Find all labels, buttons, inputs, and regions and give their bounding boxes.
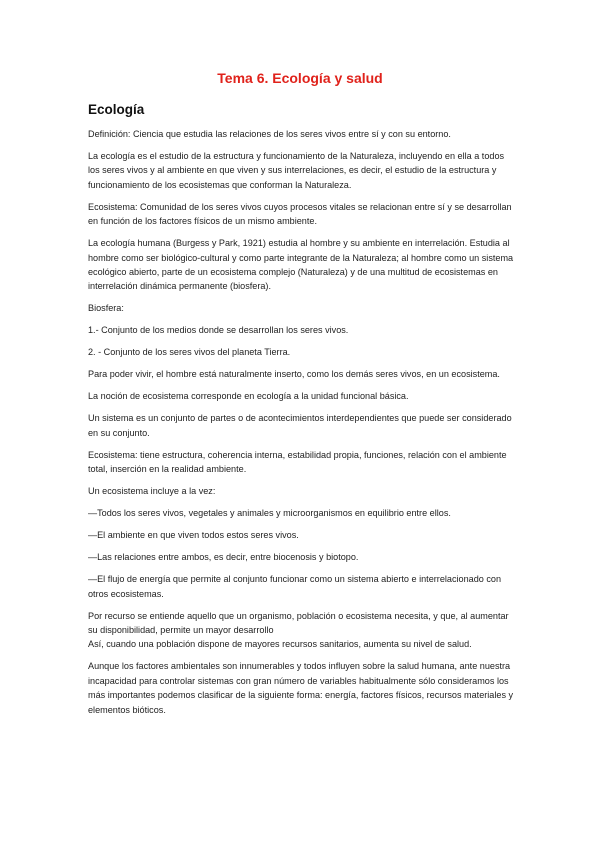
paragraph-human-ecology: La ecología humana (Burgess y Park, 1921) estudia al hombre y su ambiente en interrelación. Estudia al hombre como ser biológico-cultural y como parte integrante de la Naturaleza; al hombre como un sistema ecológico abierto, parte de un ecosistema complejo (Naturaleza) y de una multitud de ecosistemas en interrelación dinámica permanente (biosfera). xyxy=(88,238,514,292)
list-item-environment: —El ambiente en que viven todos estos seres vivos. xyxy=(88,530,299,541)
paragraph-resource: Por recurso se entiende aquello que un organismo, población o ecosistema necesita, y que, al aumentar su disponibilidad, permite un mayor desarrollo xyxy=(88,610,509,636)
paragraph-ecosystem: Ecosistema: Comunidad de los seres vivos cuyos procesos vitales se relacionan entre sí y se desarrollan en función de los factores físicos de un mismo ambiente. xyxy=(88,201,512,227)
list-item-biosphere-2: 2. - Conjunto de los seres vivos del planeta Tierra. xyxy=(88,347,291,358)
list-item-living-beings: —Todos los seres vivos, vegetales y animales y microorganismos en equilibrio entre ellos. xyxy=(88,508,451,519)
paragraph-ecosystem-includes: Un ecosistema incluye a la vez: xyxy=(88,486,216,497)
paragraph-biosphere-label: Biosfera: xyxy=(88,303,124,314)
paragraph-environmental-factors: Aunque los factores ambientales son innumerables y todos influyen sobre la salud humana, ante nuestra incapacidad para controlar sistemas con gran número de variables habitualmente sólo consideramos los más importantes podemos clasificar de la siguiente forma: energía, factores físicos, recursos materiales y elementos bióticos. xyxy=(88,661,514,715)
list-item-energy-flow: —El flujo de energía que permite al conjunto funcionar como un sistema abierto e interrelacionado con otros ecosistemas. xyxy=(88,574,501,599)
document-title: Tema 6. Ecología y salud xyxy=(217,70,383,86)
paragraph-ecosystem-notion: La noción de ecosistema corresponde en ecología a la unidad funcional básica. xyxy=(88,391,409,402)
paragraph-living: Para poder vivir, el hombre está naturalmente inserto, como los demás seres vivos, en un ecosistema. xyxy=(88,369,500,380)
document-body xyxy=(88,127,516,725)
paragraph-ecology: La ecología es el estudio de la estructura y funcionamiento de la Naturaleza, incluyendo en ella a todos los seres vivos y al ambiente en que viven y sus interrelaciones, es decir, el estudio de la estructura y funcionamiento de los ecosistemas que conforman la Naturaleza. xyxy=(88,151,505,190)
paragraph-definition: Definición: Ciencia que estudia las relaciones de los seres vivos entre sí y con su entorno. xyxy=(88,129,451,139)
list-item-biosphere-1: 1.- Conjunto de los medios donde se desarrollan los seres vivos. xyxy=(88,325,349,336)
paragraph-system: Un sistema es un conjunto de partes o de acontecimientos interdependientes que puede ser considerado en su conjunto. xyxy=(88,413,512,438)
section-heading: Ecología xyxy=(88,102,145,117)
paragraph-ecosystem-structure: Ecosistema: tiene estructura, coherencia interna, estabilidad propia, funciones, relación con el ambiente total, inserción en la realidad ambiente. xyxy=(88,449,507,475)
paragraph-health-resources: Así, cuando una población dispone de mayores recursos sanitarios, aumenta su nivel de salud. xyxy=(88,639,472,650)
list-item-relations: —Las relaciones entre ambos, es decir, entre biocenosis y biotopo. xyxy=(88,552,359,563)
